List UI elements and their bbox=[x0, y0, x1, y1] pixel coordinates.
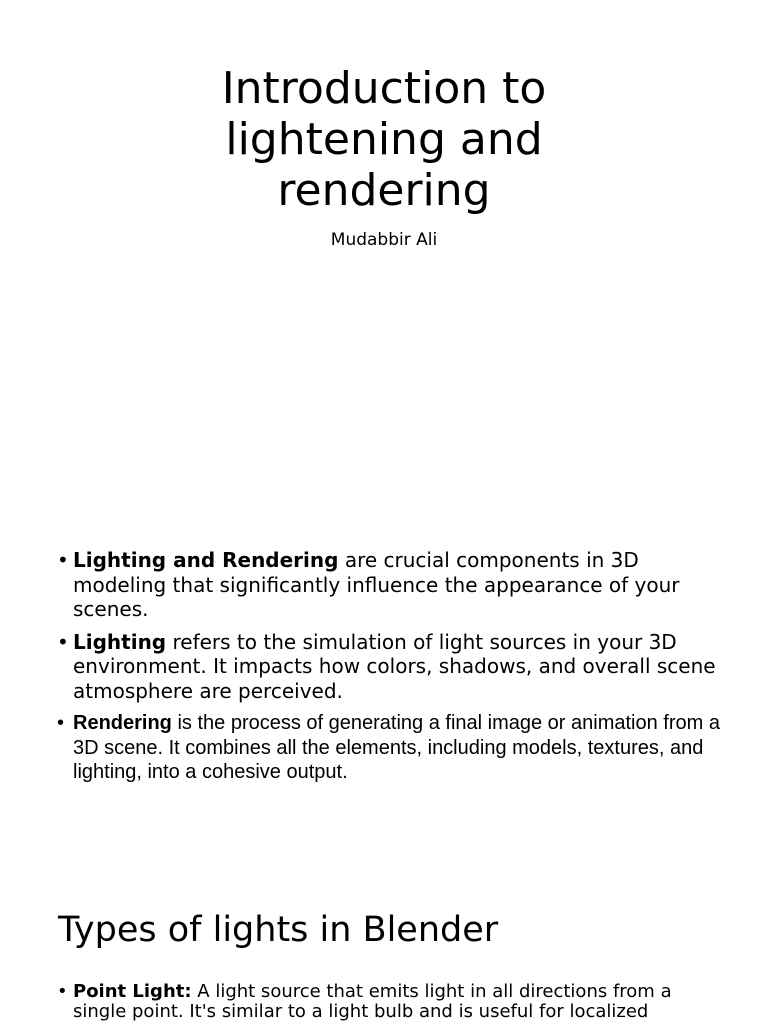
intro-bullet-list bbox=[57, 548, 727, 785]
bullet-text: refers to the simulation of light sources in your 3D environment. It impacts how colors, shadows, and overall scene atmosphere are perceived. bbox=[73, 629, 716, 703]
intro-slide bbox=[0, 548, 768, 848]
bullet-term: Rendering bbox=[73, 712, 172, 734]
bullet-text: are crucial components in 3D modeling that significantly influence the appearance of your scenes. bbox=[73, 548, 680, 621]
bullet-item bbox=[57, 711, 727, 785]
bullet-term: Lighting bbox=[73, 629, 167, 654]
bullet-term: Lighting and Rendering bbox=[73, 548, 339, 572]
section-heading: Types of lights in Blender bbox=[58, 910, 499, 950]
author-name: Mudabbir Ali bbox=[330, 230, 438, 250]
bullet-text: is the process of generating a final image or animation from a 3D scene. It combines all the elements, including models, textures, and lighting, into a cohesive output. bbox=[73, 712, 720, 783]
bullet-item bbox=[57, 548, 727, 622]
bullet-icon: • bbox=[57, 629, 69, 654]
bullet-item bbox=[57, 630, 727, 704]
title-line-1: Introduction to bbox=[221, 63, 547, 114]
light-types-list bbox=[57, 982, 727, 1022]
bullet-icon: • bbox=[57, 712, 65, 734]
types-of-lights-slide bbox=[0, 900, 768, 1024]
bullet-item bbox=[57, 982, 727, 1022]
title-line-3: rendering bbox=[277, 165, 491, 216]
presentation-title bbox=[0, 63, 768, 216]
bullet-term: Point Light: bbox=[73, 981, 192, 1002]
bullet-text: A light source that emits light in all directions from a single point. It's similar to a light bulb and is useful for localized bbox=[73, 981, 672, 1022]
bullet-icon: • bbox=[57, 981, 68, 1002]
bullet-icon: • bbox=[57, 548, 69, 572]
title-line-2: lightening and bbox=[225, 114, 543, 165]
